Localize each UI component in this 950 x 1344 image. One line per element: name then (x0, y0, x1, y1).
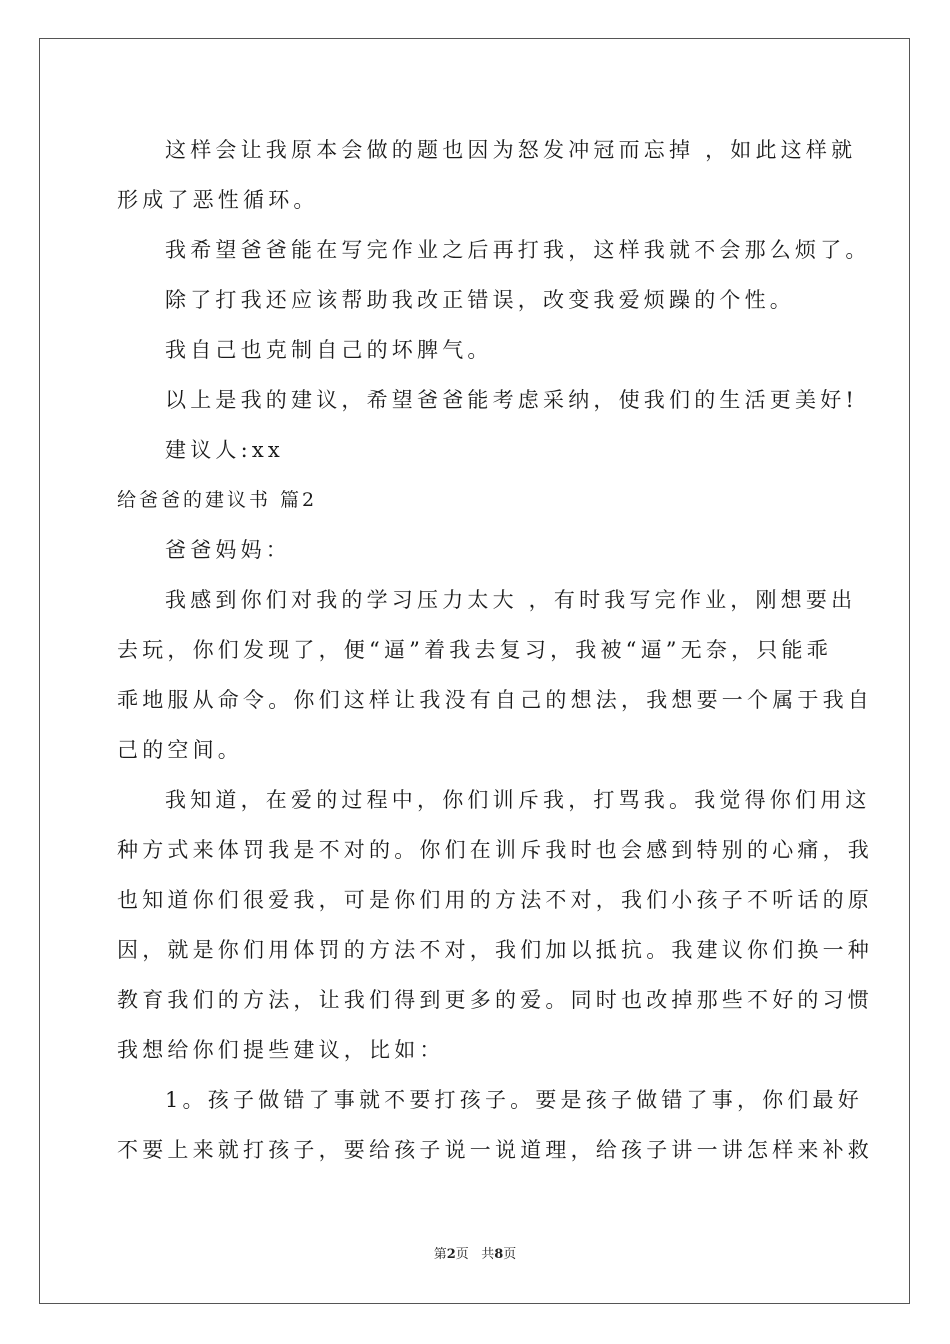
paragraph-line: 以上是我的建议，希望爸爸能考虑采纳，使我们的生活更美好! (165, 388, 859, 412)
paragraph-line: 1。孩子做错了事就不要打孩子。要是孩子做错了事，你们最好 (165, 1088, 863, 1112)
paragraph-line: 教育我们的方法，让我们得到更多的爱。同时也改掉那些不好的习惯 (117, 988, 873, 1012)
signature-line: 建议人:xx (165, 438, 284, 462)
total-suffix: 页 (503, 1247, 517, 1262)
page-suffix: 页 (455, 1247, 469, 1262)
paragraph-line: 种方式来体罚我是不对的。你们在训斥我时也会感到特别的心痛，我 (117, 838, 873, 862)
paragraph-line: 也知道你们很爱我，可是你们用的方法不对，我们小孩子不听话的原 (117, 888, 873, 912)
section-heading: 给爸爸的建议书 篇2 (117, 489, 318, 511)
paragraph-line: 我希望爸爸能在写完作业之后再打我，这样我就不会那么烦了。 (165, 238, 871, 262)
paragraph-line: 不要上来就打孩子，要给孩子说一说道理，给孩子讲一讲怎样来补救 (117, 1138, 873, 1162)
paragraph-line: 去玩，你们发现了，便“逼”着我去复习，我被“逼”无奈，只能乖 (117, 638, 832, 662)
paragraph-line: 我想给你们提些建议，比如： (117, 1038, 445, 1062)
paragraph-line: 我感到你们对我的学习压力太大 ，有时我写完作业，刚想要出 (165, 588, 857, 612)
paragraph-line: 这样会让我原本会做的题也因为怒发冲冠而忘掉 ，如此这样就 (165, 138, 857, 162)
page-border (39, 38, 910, 1304)
total-pages: 8 (494, 1247, 504, 1262)
total-prefix: 共 (481, 1247, 495, 1262)
paragraph-line: 我知道，在爱的过程中，你们训斥我，打骂我。我觉得你们用这 (165, 788, 871, 812)
paragraph-line: 形成了恶性循环。 (117, 188, 319, 212)
page-number: 2 (446, 1247, 456, 1262)
paragraph-line: 己的空间。 (117, 738, 243, 762)
paragraph-line: 乖地服从命令。你们这样让我没有自己的想法，我想要一个属于我自 (117, 688, 873, 712)
page-prefix: 第 (433, 1247, 447, 1262)
paragraph-line: 除了打我还应该帮助我改正错误，改变我爱烦躁的个性。 (165, 288, 795, 312)
page-footer (0, 1246, 950, 1264)
greeting-line: 爸爸妈妈： (165, 538, 291, 562)
paragraph-line: 因，就是你们用体罚的方法不对，我们加以抵抗。我建议你们换一种 (117, 938, 873, 962)
paragraph-line: 我自己也克制自己的坏脾气。 (165, 338, 493, 362)
